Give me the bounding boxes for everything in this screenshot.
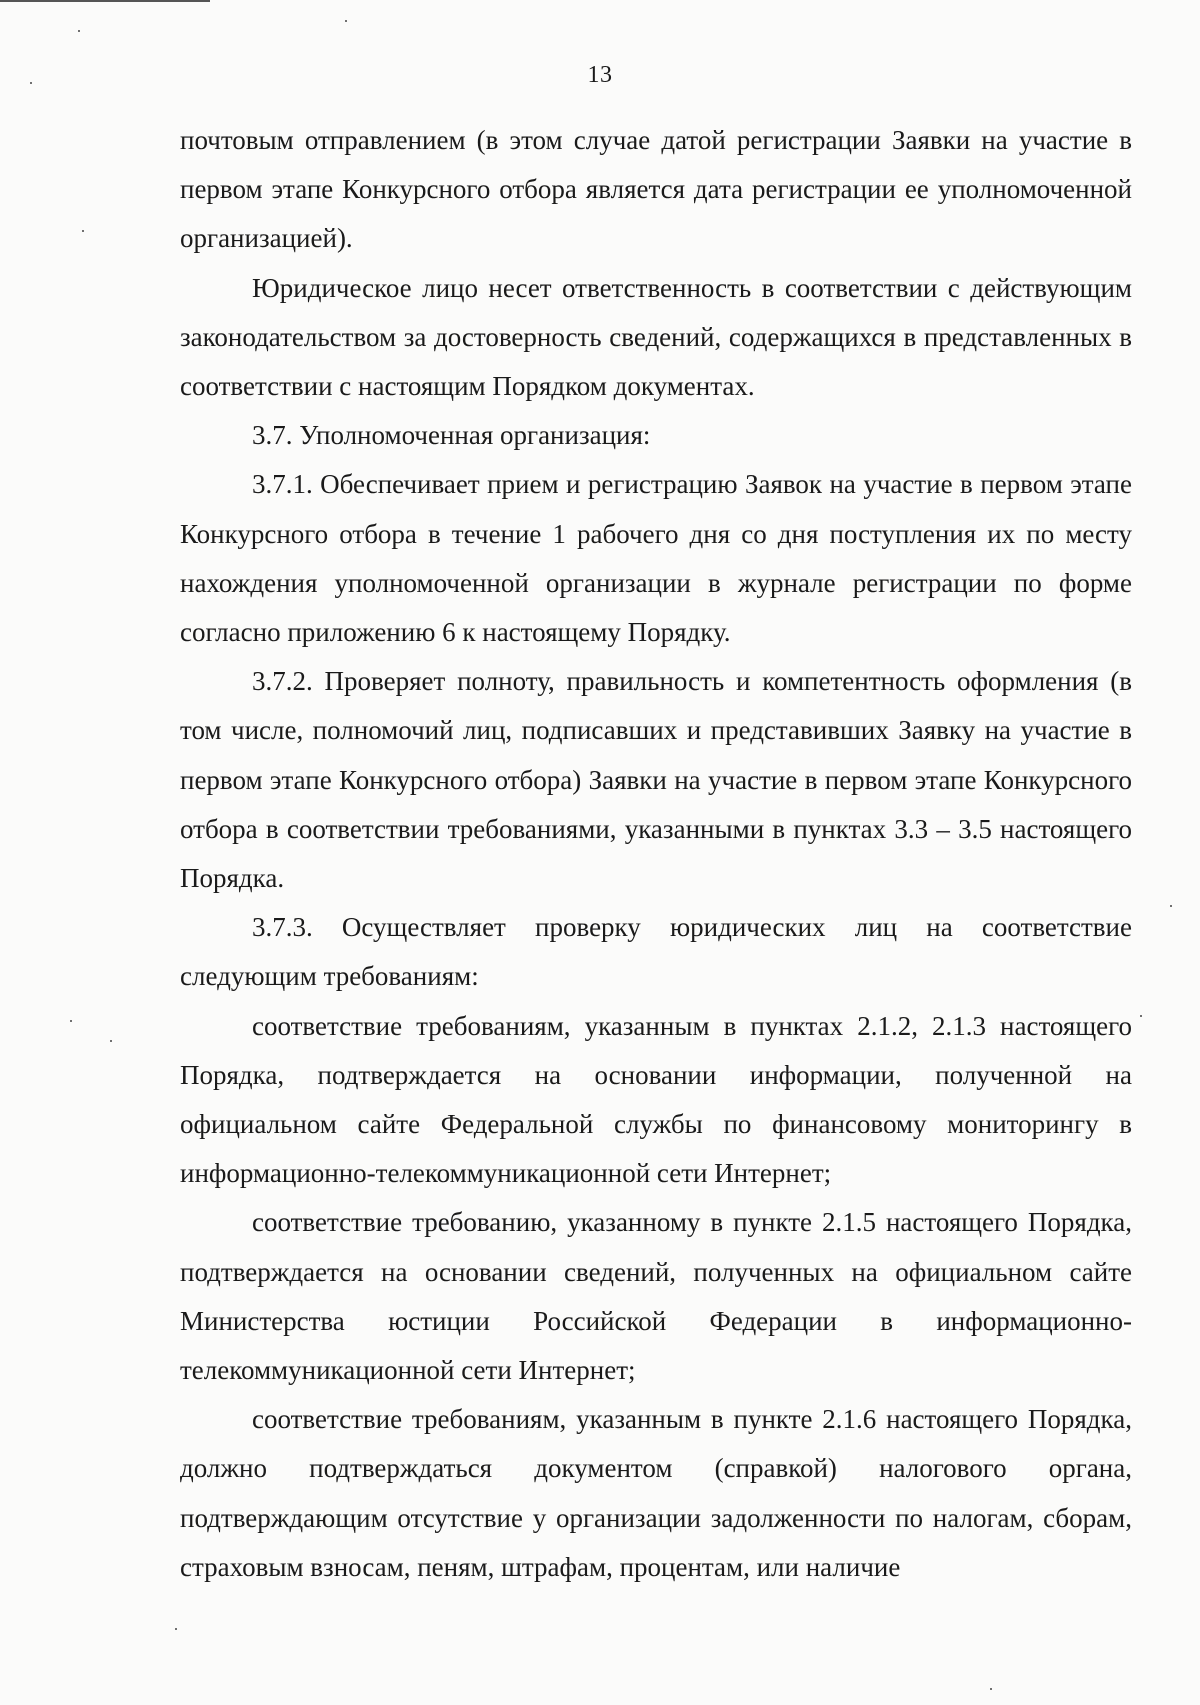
paragraph: 3.7.1. Обеспечивает прием и регистрацию Заявок на участие в первом этапе Конкурсного отбора в течение 1 рабочего дня со дня поступления их по месту нахождения уполномоченной организации в журнале регистрации по форме согласно приложению 6 к настоящему Порядку. xyxy=(180,469,1132,648)
paragraph: 3.7.2. Проверяет полноту, правильность и компетентность оформления (в том числе, полномочий лиц, подписавших и представивших Заявку на участие в первом этапе Конкурсного отбора) Заявки на участие в первом этапе Конкурсного отбора в соответствии требованиями, указанными в пунктах 3.3 – 3.5 настоящего Порядка. xyxy=(180,666,1132,894)
paragraph: Юридическое лицо несет ответственность в соответствии с действующим законодательством за достоверность сведений, содержащихся в представленных в соответствии с настоящим Порядком документах. xyxy=(180,272,1132,402)
scan-speck xyxy=(78,30,80,32)
page-number: 13 xyxy=(587,62,613,88)
scan-speck xyxy=(990,1688,992,1690)
scan-speck xyxy=(30,82,32,84)
section-heading: 3.7. Уполномоченная организация: xyxy=(252,420,651,451)
list-paragraph: соответствие требованиям, указанным в пункте 2.1.6 настоящего Порядка, должно подтверждаться документом (справкой) налогового органа, подтверждающим отсутствие у организации задолженности по налогам, сборам, страховым взносам, пеням, штрафам, процентам, или наличие xyxy=(180,1404,1132,1582)
list-paragraph: соответствие требованию, указанному в пункте 2.1.5 настоящего Порядка, подтверждается на основании сведений, полученных на официальном сайте Министерства юстиции Российской Федерации в информационно-телекоммуникационной сети Интернет; xyxy=(180,1207,1132,1386)
body-text xyxy=(180,116,1132,1592)
scan-speck xyxy=(82,230,84,232)
paragraph: 3.7.3. Осуществляет проверку юридических лиц на соответствие следующим требованиям: xyxy=(180,912,1132,992)
scan-speck xyxy=(70,1020,72,1022)
paragraph: почтовым отправлением (в этом случае датой регистрации Заявки на участие в первом этапе Конкурсного отбора является дата регистрации ее уполномоченной организацией). xyxy=(180,125,1132,254)
scan-speck xyxy=(1170,905,1172,907)
scan-speck xyxy=(110,1040,112,1042)
scan-speck xyxy=(345,20,347,22)
scan-speck xyxy=(1140,1015,1142,1017)
list-paragraph: соответствие требованиям, указанным в пунктах 2.1.2, 2.1.3 настоящего Порядка, подтверждается на основании информации, полученной на официальном сайте Федеральной службы по финансовому мониторингу в информационно-телекоммуникационной сети Интернет; xyxy=(180,1010,1132,1189)
scan-edge-line xyxy=(0,0,210,2)
scan-speck xyxy=(175,1628,177,1630)
